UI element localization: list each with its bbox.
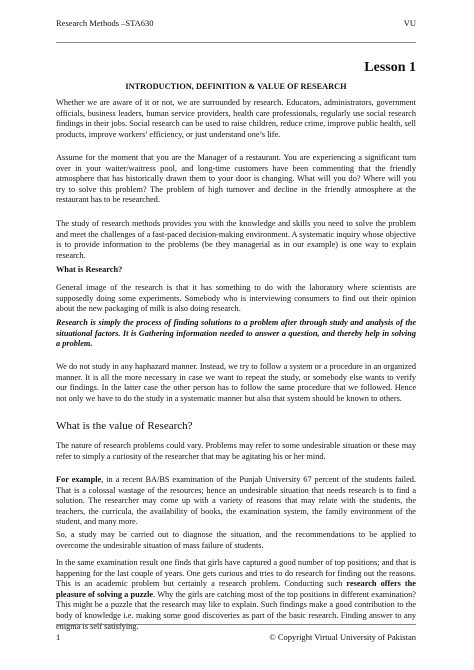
- girls-text-b: . Why the girls are catching most of the top positions in different examination? This might be a puzzle that the research may like to explain. Such findings make a good contribution to the body of knowledge i.e. making some good discoveries as part of the basic research. Finding answer to any enigma is self satisfying.: [56, 589, 416, 631]
- paragraph-restaurant: Assume for the moment that you are the Manager of a restaurant. You are experiencing a significant turn over in your waiter/waitress pool, and long-time customers have been commenting that the friendly atmosphere that has historically drawn them to your door is changing. What will you do? Where will you try to solve this problem? The problem of high turnover and decline in the friendly atmosphere at the restaurant has to be researched.: [56, 153, 416, 205]
- paragraph-definition: Research is simply the process of finding solutions to a problem after through study and analysis of the situational factors. It is Gathering information needed to answer a question, and thereby help in solving a problem.: [56, 318, 416, 349]
- paragraph-diagnose: So, a study may be carried out to diagnose the situation, and the recommendations to be applied to overcome the undesirable situation of mass failure of students.: [56, 530, 416, 550]
- paragraph-study-methods: The study of research methods provides you with the knowledge and skills you need to solve the problem and meet the challenges of a fast-paced decision-making environment. A systematic inquiry whose objective is to provide information to the problems (be they managerial as in our example) is one way to explain research.: [56, 219, 416, 260]
- paragraph-example: [56, 475, 416, 528]
- footer-divider: [56, 624, 416, 625]
- example-lead: For example: [56, 475, 102, 484]
- what-is-research-heading: What is Research?: [56, 265, 123, 274]
- lesson-title: Lesson 1: [364, 60, 416, 75]
- paragraph-nature: The nature of research problems could vary. Problems may refer to some undesirable situation or these may refer to simply a curiosity of the researcher that may be agitating his or her mind.: [56, 441, 416, 461]
- example-text: , in a recent BA/BS examination of the Punjab University 67 percent of the students failed. That is a colossal wastage of the resources; hence an undesirable situation that needs research is to find a solution. The researcher may come up with a variety of reasons that may relate with the students, the teachers, the curricula, the availability of books, the examination system, the family environment of the student, and many more.: [56, 475, 416, 527]
- section-heading: INTRODUCTION, DEFINITION & VALUE OF RESEARCH: [125, 82, 347, 91]
- paragraph-general-image: General image of the research is that it has something to do with the laboratory where scientists are supposedly doing some experiments. Somebody who is interviewing consumers to find out their opinion about the new packaging of milk is also doing research.: [56, 283, 416, 314]
- page-number: 1: [56, 632, 61, 642]
- paragraph-girls: [56, 558, 416, 632]
- header-institution: VU: [403, 18, 416, 28]
- value-of-research-heading: What is the value of Research?: [56, 420, 193, 432]
- header-divider: [56, 42, 416, 43]
- paragraph-intro: Whether we are aware of it or not, we are surrounded by research. Educators, administrators, government officials, business leaders, human service providers, health care professionals, regularly use social research findings in their jobs. Social research can be used to raise children, reduce crime, improve public health, sell products, improve workers’ efficiency, or just understand one’s life.: [56, 98, 416, 139]
- copyright-notice: © Copyright Virtual University of Pakistan: [269, 632, 416, 642]
- paragraph-systematic: We do not study in any haphazard manner. Instead, we try to follow a system or a procedure in an organized manner. It is all the more necessary in case we want to repeat the study, or somebody else wants to verify our findings. In the latter case the other person has to follow the same procedure that we followed. Hence not only we have to do the study in a systematic manner but also that system should be known to others.: [56, 362, 416, 403]
- girls-text-a: In the same examination result one finds that girls have captured a good number of top positions; and that is happening for the last couple of years. One gets curious and tries to do research for finding out the reasons. This is an academic problem but certainly a research problem. Conducting such: [56, 558, 416, 589]
- header-course-title: Research Methods –STA630: [56, 18, 154, 28]
- girls-text-bold: research offers the pleasure of solving a puzzle: [56, 579, 416, 599]
